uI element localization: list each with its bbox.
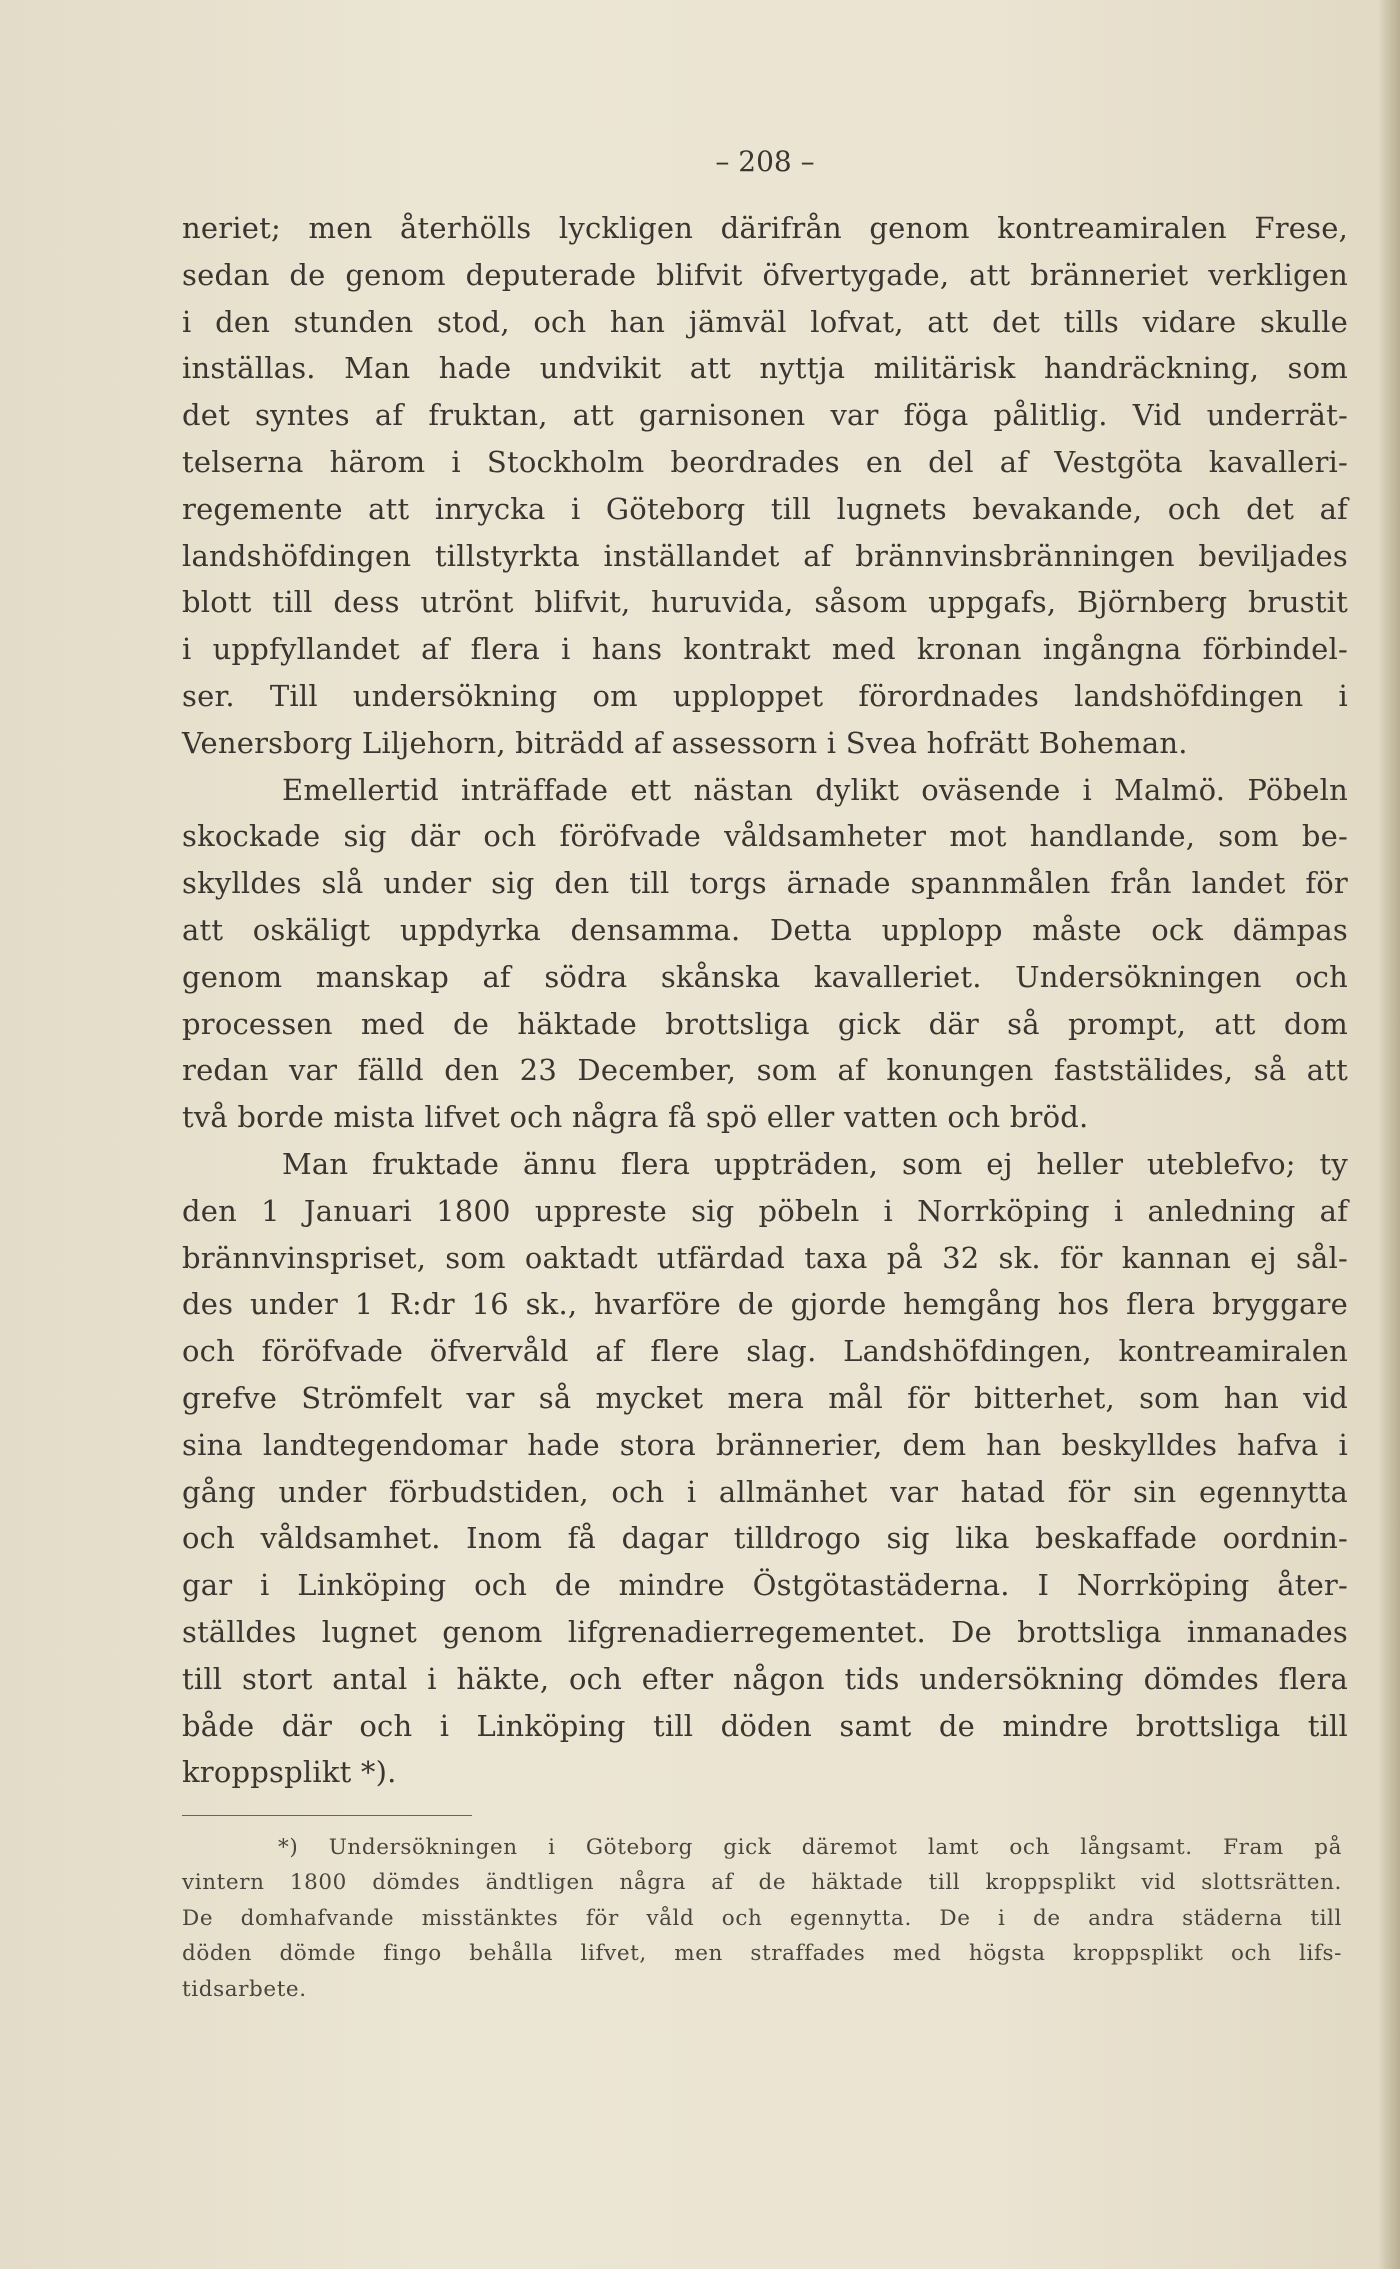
page-number: – 208 – xyxy=(715,145,815,178)
text-line: blott till dess utrönt blifvit, huruvida, såsom uppgafs, Björnberg brustit xyxy=(182,585,1348,620)
text-line: i den stunden stod, och han jämväl lofvat, att det tills vidare skulle xyxy=(182,304,1348,339)
footnote xyxy=(182,1830,1342,2007)
text-line: gar i Linköping och de mindre Östgötastäderna. I Norrköping åter- xyxy=(182,1568,1348,1603)
footnote-line: tidsarbete. xyxy=(182,1976,307,2002)
page-binding-edge xyxy=(1378,0,1400,2269)
text-line: Man fruktade ännu flera uppträden, som ej heller uteblefvo; ty xyxy=(282,1146,1348,1181)
text-line: och föröfvade öfvervåld af flere slag. Landshöfdingen, kontreamiralen xyxy=(182,1334,1348,1369)
footnote-line: *) Undersökningen i Göteborg gick däremot lamt och långsamt. Fram på xyxy=(278,1835,1342,1860)
text-line: inställas. Man hade undvikit att nyttja militärisk handräckning, som xyxy=(182,351,1348,386)
text-line: des under 1 R:dr 16 sk., hvarföre de gjorde hemgång hos flera bryggare xyxy=(182,1287,1348,1322)
text-line: landshöfdingen tillstyrkta inställandet af brännvinsbränningen beviljades xyxy=(182,538,1348,573)
text-line: både där och i Linköping till döden samt de mindre brottsliga till xyxy=(182,1708,1348,1743)
footnote-divider xyxy=(182,1815,472,1816)
text-line: skockade sig där och föröfvade våldsamheter mot handlande, som be- xyxy=(182,819,1348,854)
text-line: Venersborg Liljehorn, biträdd af assessorn i Svea hofrätt Boheman. xyxy=(182,725,1188,760)
text-line: ser. Till undersökning om upploppet förordnades landshöfdingen i xyxy=(182,678,1348,713)
footnote-line: De domhafvande misstänktes för våld och egennytta. De i de andra städerna till xyxy=(182,1905,1342,1931)
text-line: kroppsplikt *). xyxy=(182,1755,397,1790)
text-line: processen med de häktade brottsliga gick där så prompt, att dom xyxy=(182,1006,1348,1041)
text-line: att oskäligt uppdyrka densamma. Detta upplopp måste ock dämpas xyxy=(182,912,1348,947)
text-line: sedan de genom deputerade blifvit öfvertygade, att bränneriet verkligen xyxy=(182,257,1348,292)
text-line: Emellertid inträffade ett nästan dylikt oväsende i Malmö. Pöbeln xyxy=(282,772,1348,807)
text-line: två borde mista lifvet och några få spö eller vatten och bröd. xyxy=(182,1100,1089,1135)
text-line: skylldes slå under sig den till torgs ärnade spannmålen från landet för xyxy=(182,866,1348,901)
footnote-line: vintern 1800 dömdes ändtligen några af de häktade till kroppsplikt vid slottsrätten. xyxy=(182,1870,1342,1896)
text-line: ställdes lugnet genom lifgrenadierregementet. De brottsliga inmanades xyxy=(182,1614,1348,1649)
body-text xyxy=(182,205,1348,1796)
footnote-line: döden dömde fingo behålla lifvet, men straffades med högsta kroppsplikt och lifs- xyxy=(182,1941,1342,1967)
text-line: den 1 Januari 1800 uppreste sig pöbeln i Norrköping i anledning af xyxy=(182,1193,1348,1228)
text-line: och våldsamhet. Inom få dagar tilldrogo sig lika beskaffade oordnin- xyxy=(182,1521,1348,1556)
text-line: i uppfyllandet af flera i hans kontrakt med kronan ingångna förbindel- xyxy=(182,632,1348,667)
text-line: sina landtegendomar hade stora brännerier, dem han beskylldes hafva i xyxy=(182,1427,1348,1462)
text-line: grefve Strömfelt var så mycket mera mål för bitterhet, som han vid xyxy=(182,1380,1348,1415)
text-line: redan var fälld den 23 December, som af konungen faststälides, så att xyxy=(182,1053,1348,1088)
text-line: till stort antal i häkte, och efter någon tids undersökning dömdes flera xyxy=(182,1661,1348,1696)
text-line: telserna härom i Stockholm beordrades en del af Vestgöta kavalleri- xyxy=(182,444,1348,479)
text-line: neriet; men återhölls lyckligen därifrån genom kontreamiralen Frese, xyxy=(182,211,1348,245)
text-line: gång under förbudstiden, och i allmänhet var hatad för sin egennytta xyxy=(182,1474,1348,1509)
text-line: regemente att inrycka i Göteborg till lugnets bevakande, och det af xyxy=(182,491,1348,526)
text-line: genom manskap af södra skånska kavalleriet. Undersökningen och xyxy=(182,959,1348,994)
text-line: det syntes af fruktan, att garnisonen var föga pålitlig. Vid underrät- xyxy=(182,398,1348,433)
text-line: brännvinspriset, som oaktadt utfärdad taxa på 32 sk. för kannan ej sål- xyxy=(182,1240,1348,1275)
